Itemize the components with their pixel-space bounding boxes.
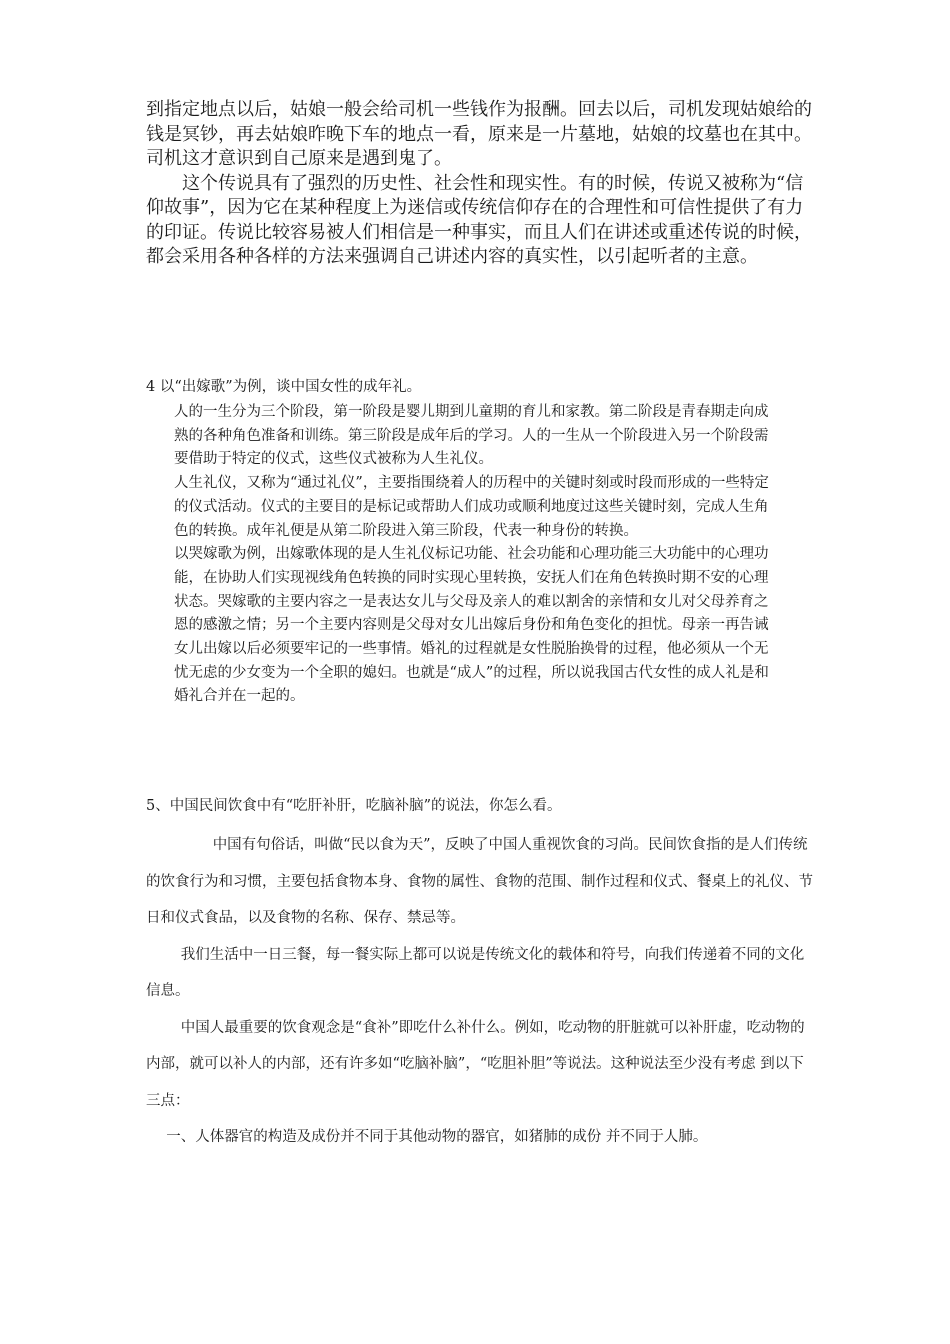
section-5-paragraph-1: 中国有句俗话，叫做“民以食为天”，反映了中国人重视饮食的习尚。民间饮食指的是人们传统的饮食行为和习惯，主要包括食物本身、食物的属性、食物的范围、制作过程和仪式、餐桌上的礼仪、节日和仪式食品，以及食物的名称、保存、禁忌等。 [146,837,813,926]
section-4-paragraph-2: 人生礼仪，又称为“通过礼仪”，主要指围绕着人的历程中的关键时刻或时段而形成的一些特定的仪式活动。仪式的主要目的是标记或帮助人们成功或顺利地度过这些关键时刻，完成人生角色的转换。成年礼便是从第二阶段进入第三阶段，代表一种身份的转换。 [174,475,769,539]
section-4-paragraph-1: 人的一生分为三个阶段，第一阶段是婴儿期到儿童期的育儿和家教。第二阶段是青春期走向成熟的各种角色准备和训练。第三阶段是成年后的学习。人的一生从一个阶段进入另一个阶段需要借助于特定的仪式，这些仪式被称为人生礼仪。 [174,404,769,468]
story-paragraph-2: 这个传说具有了强烈的历史性、社会性和现实性。有的时候，传说又被称为“信仰故事”，因为它在某种程度上为迷信或传统信仰存在的合理性和可信性提供了有力的印证。传说比较容易被人们相信是一种事实，而且人们在讲述或重述传说的时候，都会采用各种各样的方法来强调自己讲述内容的真实性，以引起听者的主意。 [146,172,812,267]
section-5-answer [146,827,814,1156]
story-section [146,98,816,270]
section-4-paragraph-3: 以哭嫁歌为例，出嫁歌体现的是人生礼仪标记功能、社会功能和心理功能三大功能中的心理功能，在协助人们实现视线角色转换的同时实现心里转换，安抚人们在角色转换时期不安的心理状态。哭嫁歌的主要内容之一是表达女儿与父母及亲人的难以割舍的亲情和女儿对父母养育之恩的感激之情；另一个主要内容则是父母对女儿出嫁后身份和角色变化的担忧。母亲一再告诫女儿出嫁以后必须要牢记的一些事情。婚礼的过程就是女性脱胎换骨的过程，他必须从一个无忧无虑的少女变为一个全职的媳妇。也就是“成人”的过程，所以说我国古代女性的成人礼是和婚礼合并在一起的。 [174,546,769,705]
section-5-paragraph-4: 一、人体器官的构造及成份并不同于其他动物的器官，如猪肺的成份 并不同于人肺。 [166,1129,708,1145]
section-5-paragraph-3: 中国人最重要的饮食观念是“食补”即吃什么补什么。例如，吃动物的肝脏就可以补肝虚，吃动物的内部，就可以补人的内部，还有许多如“吃脑补脑”，“吃胆补胆”等说法。这种说法至少没有考虑 到以下三点： [146,1019,805,1109]
section-5-question: 5、中国民间饮食中有“吃肝补肝，吃脑补脑”的说法，你怎么看。 [146,798,562,814]
story-paragraph-1: 到指定地点以后，姑娘一般会给司机一些钱作为报酬。回去以后，司机发现姑娘给的钱是冥钞，再去姑娘昨晚下车的地点一看，原来是一片墓地，姑娘的坟墓也在其中。司机这才意识到自己原来是遇到鬼了。 [146,99,812,169]
section-4-answer [174,401,778,709]
section-4-question: 4 以“出嫁歌”为例，谈中国女性的成年礼。 [146,379,422,395]
section-5-paragraph-2: 我们生活中一日三餐，每一餐实际上都可以说是传统文化的载体和符号，向我们传递着不同的文化信息。 [146,946,805,999]
